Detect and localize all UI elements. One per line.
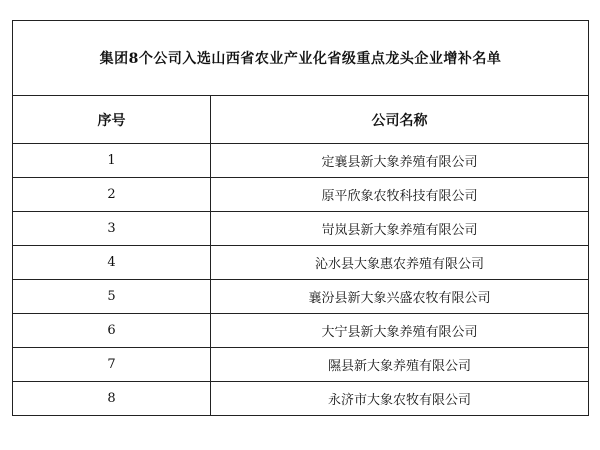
table-row [13, 212, 589, 246]
header-row [13, 96, 589, 144]
table-row [13, 280, 589, 314]
row-index: 8 [13, 382, 211, 416]
row-company-name: 岢岚县新大象养殖有限公司 [211, 212, 589, 246]
row-index: 4 [13, 246, 211, 280]
row-company-name: 隰县新大象养殖有限公司 [211, 348, 589, 382]
row-index: 6 [13, 314, 211, 348]
row-index: 2 [13, 178, 211, 212]
row-index: 1 [13, 144, 211, 178]
company-list-table [12, 20, 589, 416]
row-company-name: 永济市大象农牧有限公司 [211, 382, 589, 416]
table-row [13, 382, 589, 416]
row-company-name: 大宁县新大象养殖有限公司 [211, 314, 589, 348]
row-index: 7 [13, 348, 211, 382]
table-row [13, 178, 589, 212]
row-index: 3 [13, 212, 211, 246]
table-row [13, 144, 589, 178]
table-row [13, 314, 589, 348]
header-index: 序号 [13, 96, 211, 144]
table-row [13, 246, 589, 280]
row-company-name: 原平欣象农牧科技有限公司 [211, 178, 589, 212]
title-row [13, 21, 589, 96]
row-company-name: 襄汾县新大象兴盛农牧有限公司 [211, 280, 589, 314]
row-index: 5 [13, 280, 211, 314]
row-company-name: 定襄县新大象养殖有限公司 [211, 144, 589, 178]
table-title: 集团8个公司入选山西省农业产业化省级重点龙头企业增补名单 [13, 21, 589, 96]
row-company-name: 沁水县大象惠农养殖有限公司 [211, 246, 589, 280]
table-row [13, 348, 589, 382]
header-company-name: 公司名称 [211, 96, 589, 144]
